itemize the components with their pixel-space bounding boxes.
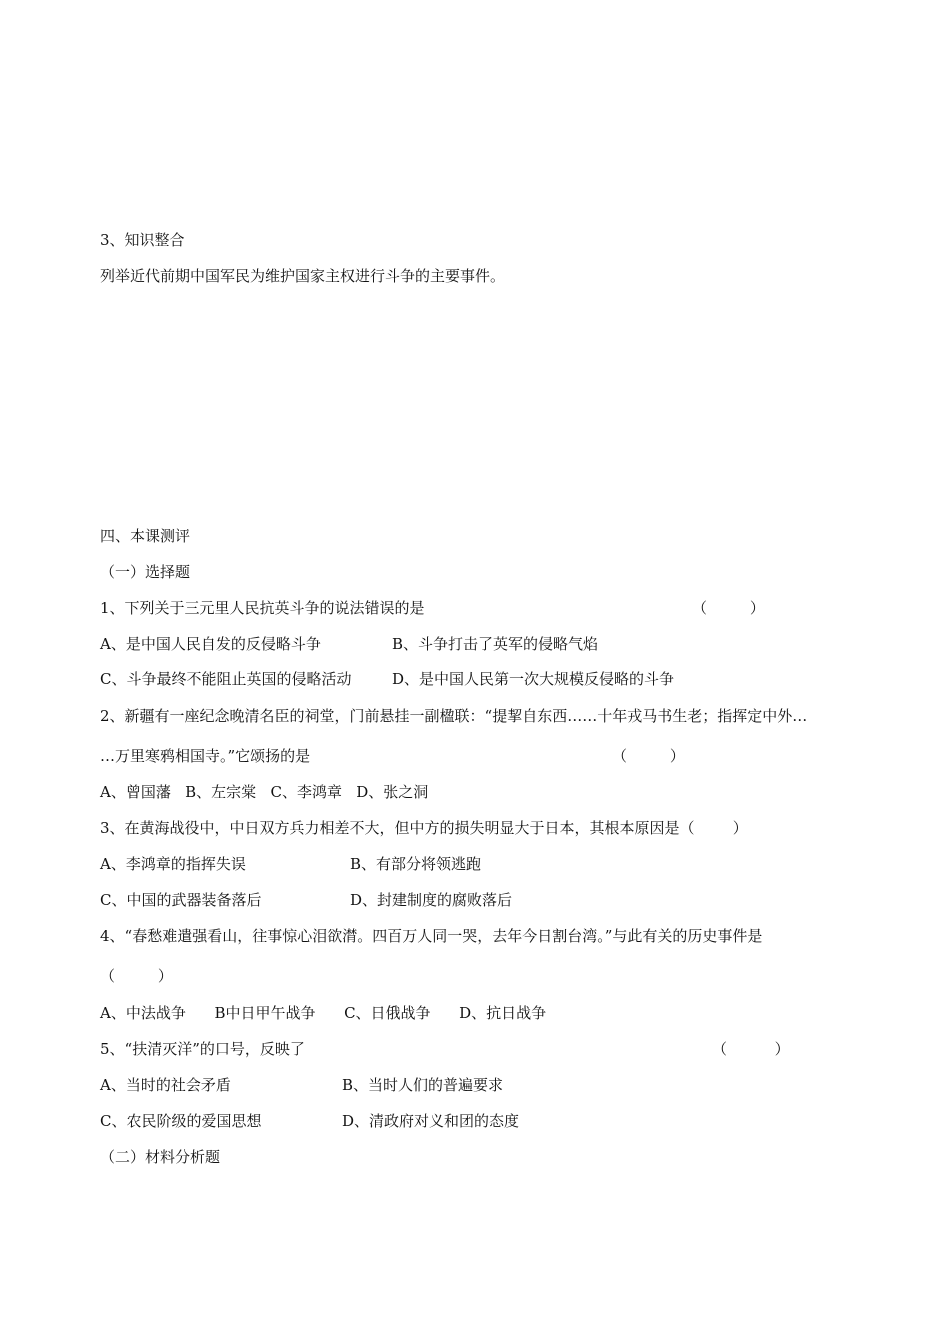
- q2-options: A、曾国藩 B、左宗棠 C、李鸿章 D、张之洞: [100, 783, 429, 801]
- material-heading: （二）材料分析题: [100, 1148, 221, 1166]
- section3-heading: 3、知识整合: [100, 231, 185, 249]
- q3-stem: 3、在黄海战役中，中日双方兵力相差不大，但中方的损失明显大于日本，其根本原因是（ ）: [100, 819, 748, 837]
- q5-stem: 5、“扶清灭洋”的口号，反映了: [100, 1040, 305, 1058]
- q2-bracket: （ ）: [612, 747, 685, 765]
- q3-option-b: B、有部分将领逃跑: [350, 855, 482, 873]
- q5-bracket: （ ）: [712, 1040, 790, 1058]
- q5-option-b: B、当时人们的普遍要求: [342, 1076, 504, 1094]
- q1-option-b: B、斗争打击了英军的侵略气焰: [392, 635, 599, 653]
- q3-option-d: D、封建制度的腐败落后: [350, 891, 513, 909]
- q5-option-c: C、农民阶级的爱国思想: [100, 1112, 262, 1130]
- q5-option-a: A、当时的社会矛盾: [100, 1076, 231, 1094]
- q4-options: A、中法战争 B中日甲午战争 C、日俄战争 D、抗日战争: [100, 1004, 547, 1022]
- choice-heading: （一）选择题: [100, 563, 191, 581]
- q1-option-c: C、斗争最终不能阻止英国的侵略活动: [100, 670, 352, 688]
- q3-option-a: A、李鸿章的指挥失误: [100, 855, 246, 873]
- q1-option-d: D、是中国人民第一次大规模反侵略的斗争: [392, 670, 675, 688]
- q4-bracket: （ ）: [100, 967, 173, 985]
- q1-stem: 1、下列关于三元里人民抗英斗争的说法错误的是: [100, 599, 425, 617]
- q1-bracket: （ ）: [692, 599, 765, 617]
- q5-option-d: D、清政府对义和团的态度: [342, 1112, 520, 1130]
- q2-stem-line2: …万里寒鸦相国寺。”它颂扬的是: [100, 747, 311, 765]
- q2-stem-line1: 2、新疆有一座纪念晚清名臣的祠堂，门前悬挂一副楹联：“提挈自东西……十年戎马书生老；指挥定中外…: [100, 707, 808, 725]
- section4-heading: 四、本课测评: [100, 527, 191, 545]
- q4-stem: 4、“春愁难遣强看山，往事惊心泪欲潸。四百万人同一哭，去年今日割台湾。”与此有关的历史事件是: [100, 927, 763, 945]
- section3-prompt: 列举近代前期中国军民为维护国家主权进行斗争的主要事件。: [100, 267, 506, 285]
- q3-option-c: C、中国的武器装备落后: [100, 891, 262, 909]
- q1-option-a: A、是中国人民自发的反侵略斗争: [100, 635, 321, 653]
